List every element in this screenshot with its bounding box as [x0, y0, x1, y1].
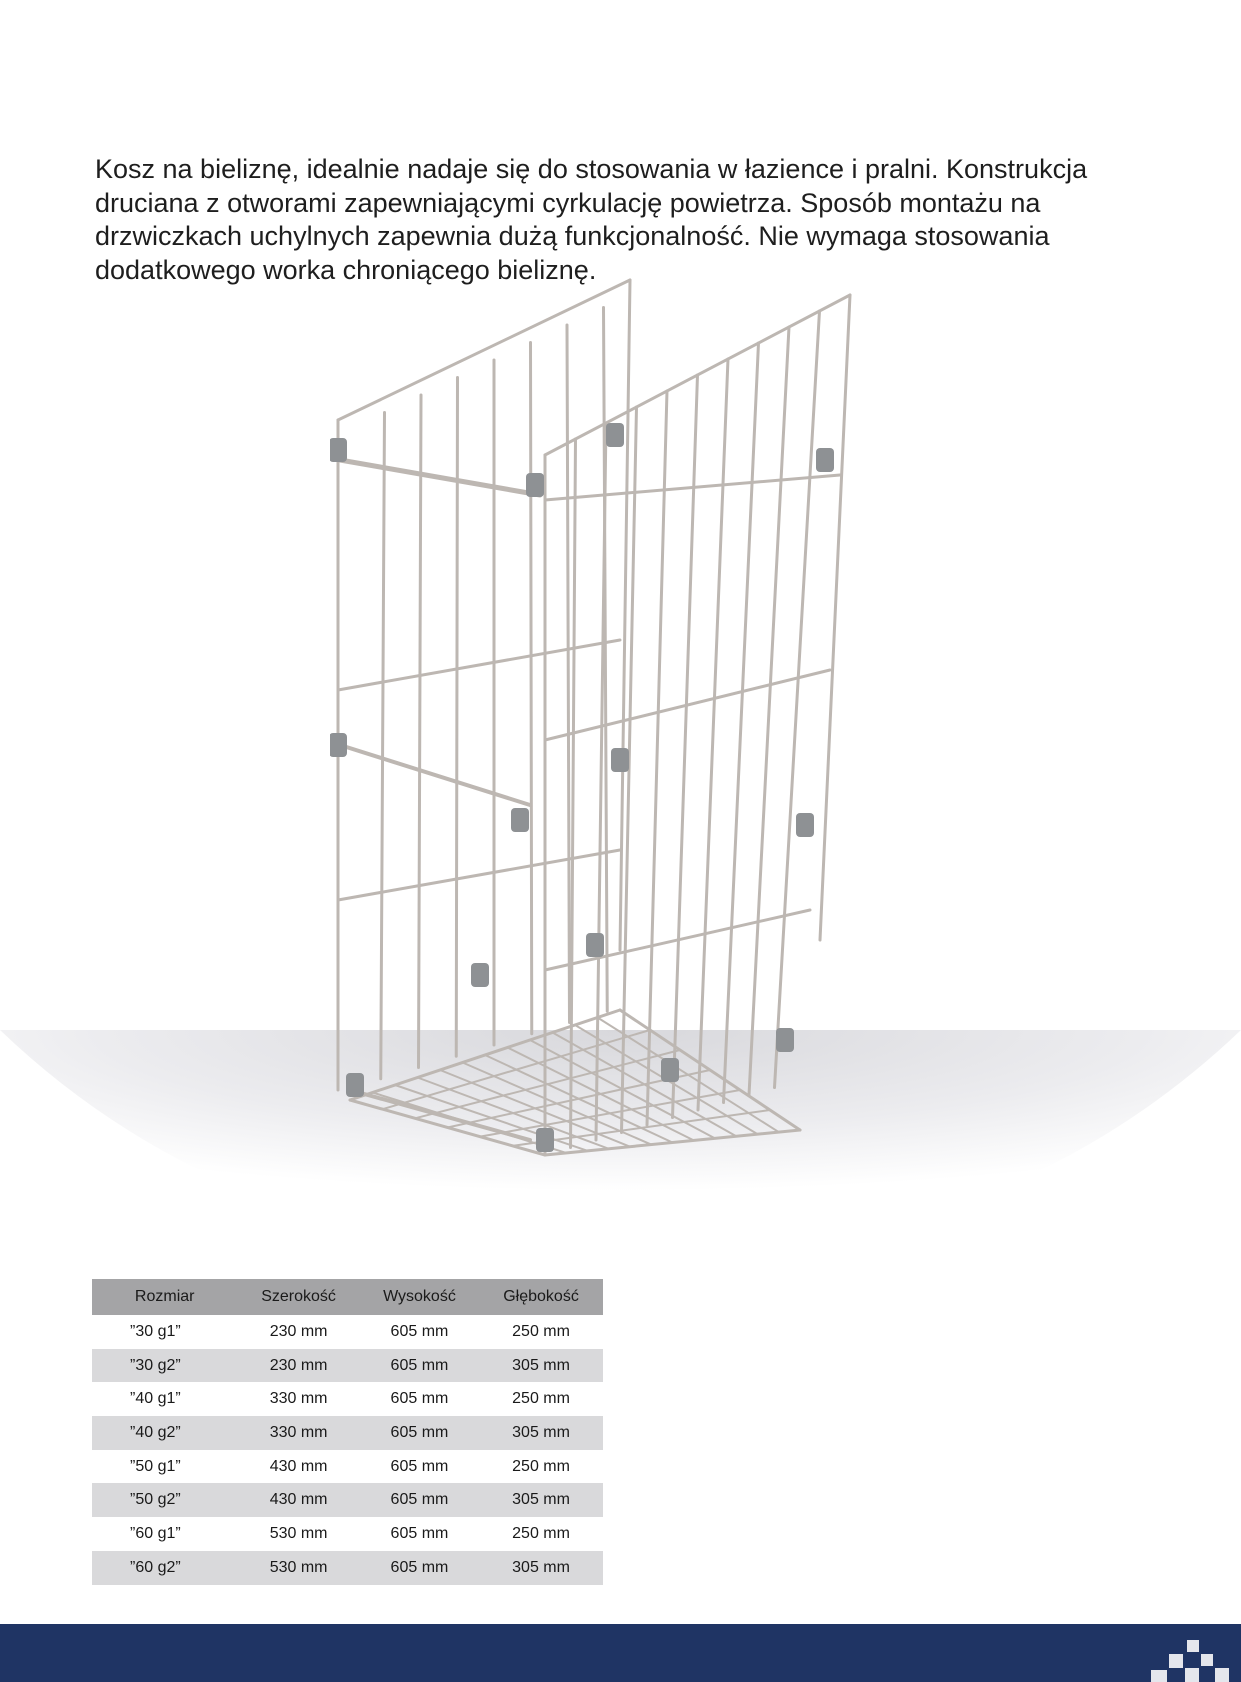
brand-logo-mark: [1151, 1640, 1241, 1682]
table-row: [92, 1517, 603, 1551]
cell-width: 530 mm: [237, 1551, 359, 1585]
cell-height: 605 mm: [360, 1416, 479, 1450]
col-header-szerokosc: Szerokość: [237, 1279, 359, 1315]
cell-height: 605 mm: [390, 1457, 449, 1475]
footer-bar: [0, 1624, 1241, 1682]
cell-height: 605 mm: [360, 1349, 479, 1383]
table-row: [92, 1349, 603, 1383]
cell-depth: 250 mm: [512, 1524, 570, 1542]
cell-height: 605 mm: [360, 1483, 479, 1517]
cell-size: ”50 g2”: [92, 1483, 237, 1517]
cell-width: 430 mm: [269, 1457, 328, 1475]
cell-size: ”60 g2”: [92, 1551, 237, 1585]
wire-basket-image: [330, 270, 930, 1250]
col-header-rozmiar: Rozmiar: [92, 1279, 237, 1315]
col-header-wysokosc: Wysokość: [360, 1279, 479, 1315]
cell-size: ”60 g1”: [130, 1524, 181, 1542]
cell-size: ”30 g1”: [130, 1322, 181, 1340]
product-description: Kosz na bieliznę, idealnie nadaje się do stosowania w łazience i pralni. Konstrukcja druciana z otworami zapewniającymi cyrkulację powietrza. Sposób montażu na drzwiczkach uchylnych zapewnia dużą funkcjonalność. Nie wymaga stosowania dodatkowego worka chroniącego bieliznę.: [95, 154, 1088, 285]
size-table: [92, 1279, 603, 1585]
cell-size: ”50 g1”: [130, 1457, 181, 1475]
cell-height: 605 mm: [390, 1322, 449, 1340]
table-row: [92, 1382, 603, 1416]
cell-depth: 305 mm: [479, 1416, 603, 1450]
table-row: [92, 1416, 603, 1450]
cell-height: 605 mm: [360, 1551, 479, 1585]
cell-depth: 305 mm: [479, 1551, 603, 1585]
table-row: [92, 1450, 603, 1484]
table-row: [92, 1315, 603, 1349]
cell-depth: 305 mm: [479, 1483, 603, 1517]
cell-width: 230 mm: [269, 1322, 328, 1340]
cell-width: 530 mm: [269, 1524, 328, 1542]
cell-width: 230 mm: [237, 1349, 359, 1383]
cell-size: ”40 g1”: [130, 1390, 181, 1408]
cell-height: 605 mm: [390, 1524, 449, 1542]
table-row: [92, 1551, 603, 1585]
cell-size: ”40 g2”: [92, 1416, 237, 1450]
cell-size: ”30 g2”: [92, 1349, 237, 1383]
cell-width: 330 mm: [237, 1416, 359, 1450]
table-row: [92, 1483, 603, 1517]
cell-depth: 250 mm: [512, 1390, 570, 1408]
cell-width: 330 mm: [269, 1390, 328, 1408]
col-header-glebokosc: Głębokość: [479, 1279, 603, 1315]
table-header-row: [92, 1279, 603, 1315]
cell-width: 430 mm: [237, 1483, 359, 1517]
cell-height: 605 mm: [390, 1390, 449, 1408]
cell-depth: 250 mm: [512, 1457, 570, 1475]
cell-depth: 250 mm: [512, 1322, 570, 1340]
cell-depth: 305 mm: [479, 1349, 603, 1383]
